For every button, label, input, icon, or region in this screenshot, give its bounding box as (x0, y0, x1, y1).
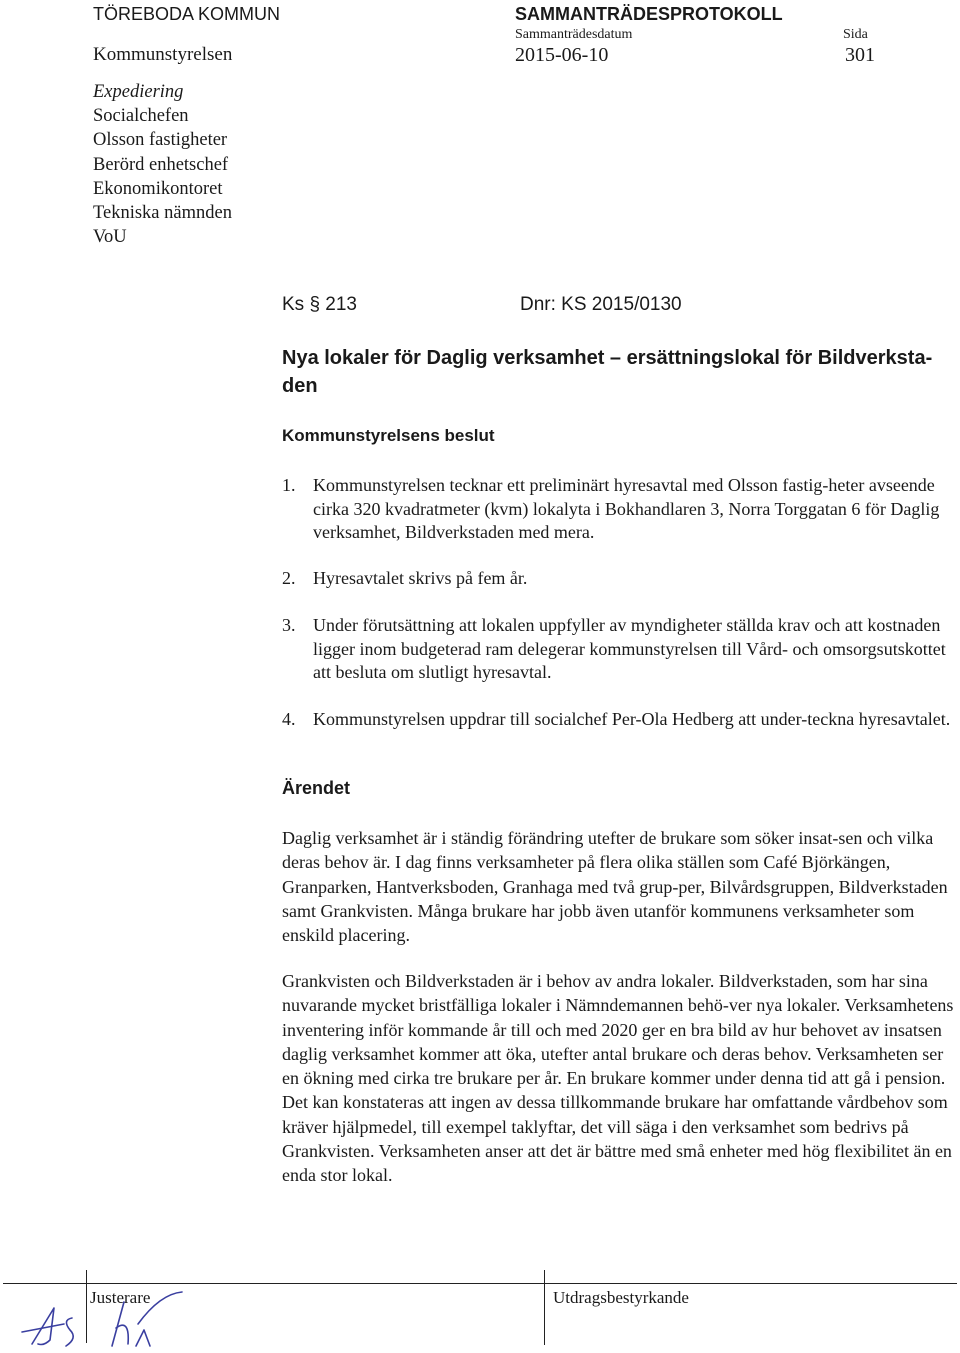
signature-stroke (136, 1330, 150, 1346)
distribution-list (93, 80, 232, 249)
decision-item-number: 2. (282, 568, 296, 588)
decision-item (282, 708, 952, 732)
signature-stroke (138, 1292, 182, 1324)
footer-rule (3, 1283, 957, 1284)
distribution-heading: Expediering (93, 82, 184, 102)
signature-stroke (116, 1325, 128, 1344)
decision-heading: Kommunstyrelsens beslut (282, 426, 495, 445)
recipient: Tekniska nämnden (93, 203, 232, 224)
page-number: 301 (845, 44, 875, 66)
decision-item-text: Hyresavtalet skrivs på fem år. (313, 568, 528, 588)
document-title: SAMMANTRÄDESPROTOKOLL (515, 4, 783, 24)
decision-item (282, 614, 952, 685)
decision-item-number: 3. (282, 615, 296, 635)
recipient: Ekonomikontoret (93, 178, 223, 199)
case-title: Nya lokaler för Daglig verksamhet – ersättningslokal för Bildverksta-den (282, 347, 933, 397)
decision-item-number: 4. (282, 709, 296, 729)
decision-item-text: Kommunstyrelsen uppdrar till socialchef Per-Ola Hedberg att under-teckna hyresavtalet. (313, 709, 951, 729)
case-number: Ks § 213 (282, 294, 357, 315)
arendet-paragraph: Daglig verksamhet är i ständig förändring utefter de brukare som söker insat-sen och vilka deras behov är. I dag finns verksamheter på flera olika ställen som Café Björkängen, Granparken, Hantverksboden, Granhaga med två grup-per, Bilvårdsgruppen, Bildverkstaden samt Grankvisten. Många brukare har jobb även utanför kommunens verksamheter som enskild placering. (282, 828, 948, 946)
decision-item-text: Kommunstyrelsen tecknar ett preliminärt hyresavtal med Olsson fastig-heter avseende cirka 320 kvadratmeter (kvm) lokalyta i Bokhandlaren 3, Norra Torggatan 6 för Daglig verksamhet, Bildverkstaden med mera. (313, 475, 940, 543)
org-name: TÖREBODA KOMMUN (93, 4, 281, 24)
date-label: Sammanträdesdatum (515, 27, 633, 42)
justerare-label: Justerare (90, 1288, 151, 1307)
footer-divider (544, 1270, 545, 1345)
recipient: VoU (93, 227, 127, 248)
committee-name: Kommunstyrelsen (93, 44, 233, 65)
utdrag-label: Utdragsbestyrkande (553, 1288, 689, 1307)
handwritten-signature (20, 1288, 190, 1350)
diary-number: Dnr: KS 2015/0130 (520, 294, 682, 315)
meeting-date: 2015-06-10 (515, 44, 609, 66)
arendet-paragraph: Grankvisten och Bildverkstaden är i behov av andra lokaler. Bildverkstaden, som har sina nuvarande mycket bristfälliga lokaler i Nämndemannen behö-ver nya lokaler. Verksamhetens inventering inför kommande år till och med 2020 ger en bra bild av hur behovet av insatsen daglig verksamhet kommer att öka, utefter antal brukare och deras behov. Verksamheten ser en ökning med cirka tre brukare per år. En brukare kommer under denna tid att gå i pension. Det kan konstateras att ingen av dessa tillkommande brukare har omfattande vårdbehov som kräver hjälpmedel, till exempel taklyftar, det vill säga i den verksamhet som bedrivs på Grankvisten. Verksamheten anser att det är bättre med små enheter med hög flexibilitet än en enda stor lokal. (282, 971, 954, 1186)
page-label: Sida (843, 27, 868, 42)
recipient: Olsson fastigheter (93, 130, 228, 151)
signature-stroke (66, 1318, 73, 1346)
decision-item-number: 1. (282, 475, 296, 495)
recipient: Berörd enhetschef (93, 154, 229, 175)
decision-item-text: Under förutsättning att lokalen uppfyller av myndigheter ställda krav och att kostnaden ligger inom budgeterad ram delegerar kommunstyrelsen till Vård- och omsorgsutskottet att besluta om slutligt hyresavtal. (313, 615, 946, 683)
decision-item (282, 567, 952, 591)
decision-item (282, 474, 952, 545)
arendet-heading: Ärendet (282, 778, 351, 798)
signature-stroke (112, 1302, 124, 1346)
recipient: Socialchefen (93, 106, 189, 127)
